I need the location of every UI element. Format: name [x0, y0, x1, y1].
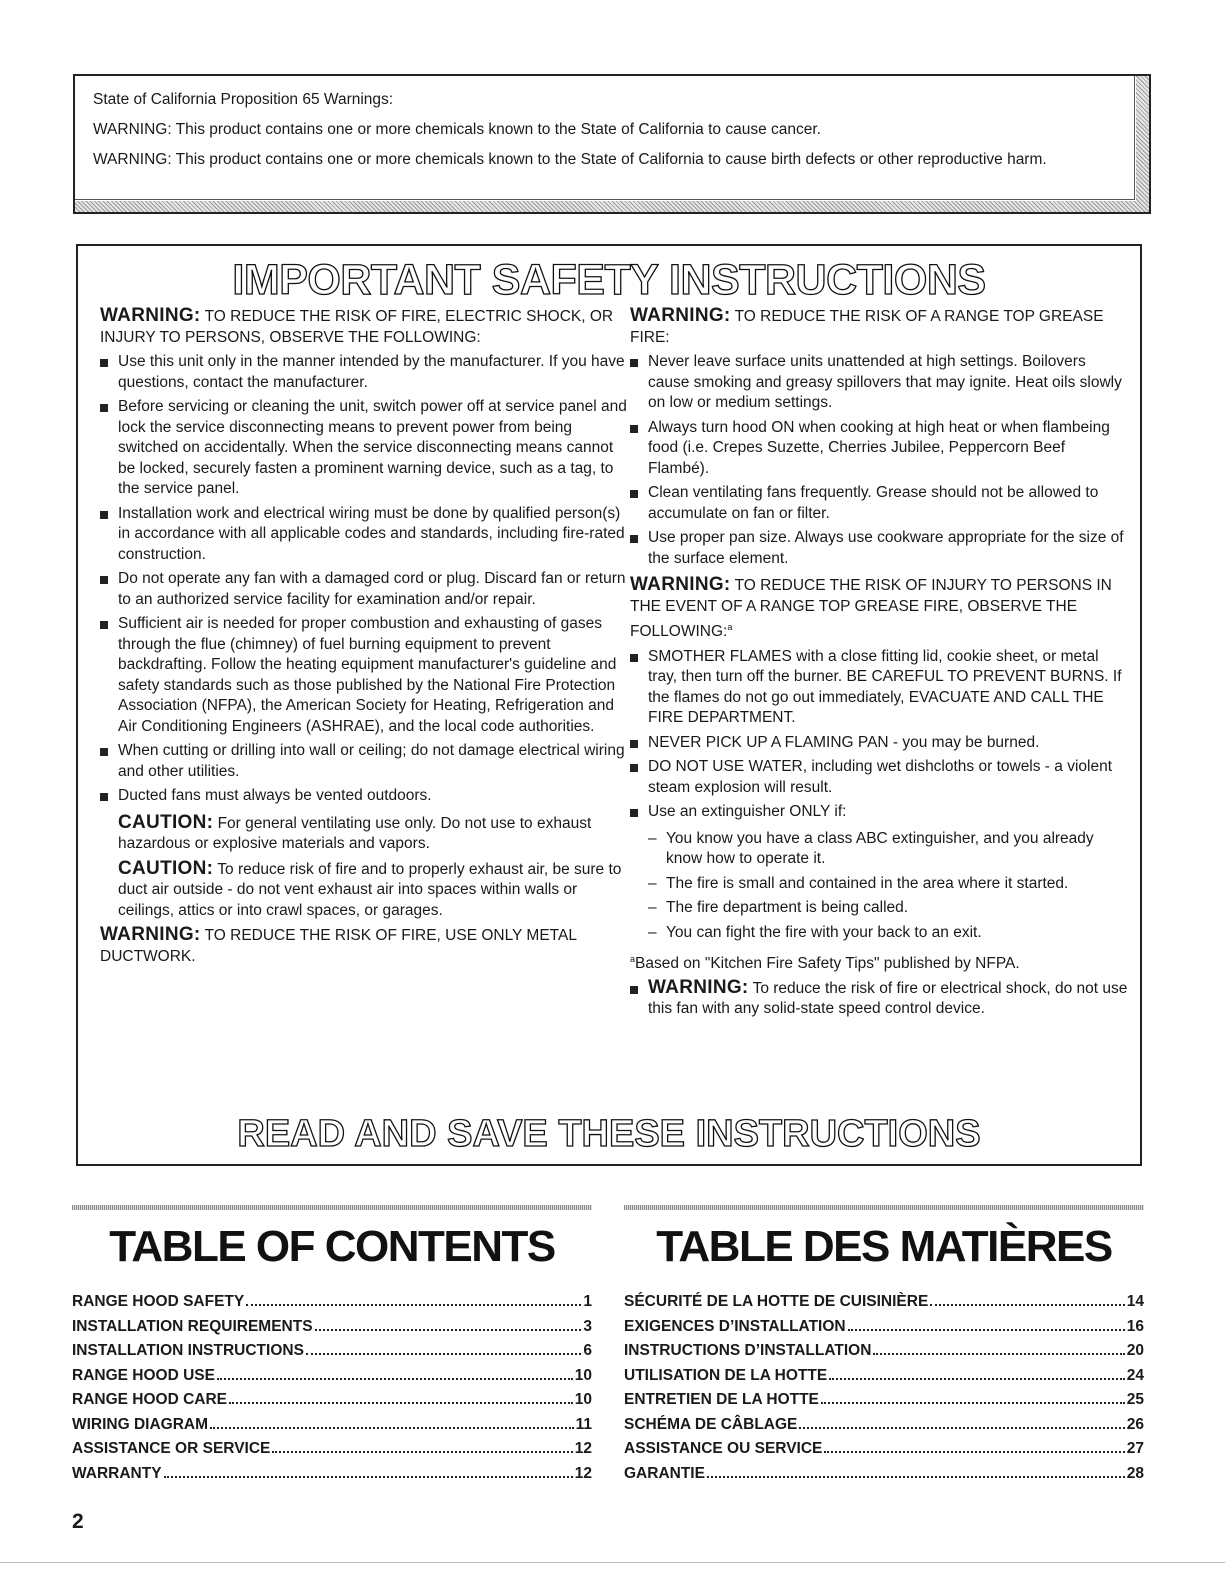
fire-response-bullet-list	[630, 647, 1130, 823]
list-item: DO NOT USE WATER, including wet dishcloths or towels - a violent steam explosion will result.	[630, 757, 1130, 798]
toc-entry-label: WIRING DIAGRAM	[72, 1415, 209, 1433]
list-item: Ducted fans must always be vented outdoors.	[100, 786, 630, 807]
toc-entry[interactable]	[72, 1364, 592, 1389]
prop65-heading: State of California Proposition 65 Warnings:	[93, 91, 394, 108]
toc-entry-label: EXIGENCES D’INSTALLATION	[624, 1317, 846, 1335]
toc-entry-page: 3	[583, 1317, 592, 1335]
footnote-marker: a	[727, 622, 733, 632]
toc-entry-label: ASSISTANCE OR SERVICE	[72, 1440, 271, 1457]
dot-leader	[848, 1316, 1125, 1331]
toc-entry-label: RANGE HOOD SAFETY	[72, 1293, 245, 1310]
divider	[624, 1205, 1144, 1210]
toc-entry[interactable]	[624, 1462, 1144, 1487]
toc-entry-page: 10	[574, 1366, 592, 1384]
toc-entry-page: 20	[1126, 1342, 1144, 1359]
dot-leader	[930, 1291, 1124, 1306]
toc-title: TABLE OF CONTENTS	[109, 1222, 555, 1271]
dot-leader	[306, 1340, 581, 1355]
list-item: Clean ventilating fans frequently. Grease should not be allowed to accumulate on fan or filter.	[630, 483, 1130, 524]
toc-french	[624, 1205, 1144, 1486]
footnote-marker: a	[630, 954, 636, 965]
warning-text: TO REDUCE THE RISK OF INJURY TO PERSONS IN THE EVENT OF A RANGE TOP GREASE FIRE, OBSERVE THE FOLLOWING:	[630, 577, 1112, 641]
dot-leader	[315, 1316, 582, 1331]
toc-entry-page: 6	[583, 1342, 592, 1359]
page-number: 2	[72, 1510, 84, 1533]
toc-entry-label: RANGE HOOD USE	[72, 1366, 215, 1384]
warning-label: WARNING:	[100, 924, 201, 945]
dot-leader	[272, 1438, 572, 1453]
toc-entry-page: 11	[575, 1415, 592, 1433]
safety-instructions-box	[76, 244, 1142, 1166]
toc-entry[interactable]	[72, 1437, 592, 1462]
list-item: Sufficient air is needed for proper combustion and exhausting of gases through the flue (chimney) of fuel burning equipment to prevent backdrafting. Follow the heating equipment manufacturer's guideline and safety standards such as those published by the National Fire Protection Association (NFPA), the American Society for Heating, Refrigeration and Air Conditioning Engineers (ASHRAE), and the local code authorities.	[100, 614, 630, 737]
dot-leader	[824, 1438, 1124, 1453]
prop65-warning-cancer: WARNING: This product contains one or more chemicals known to the State of California to cause cancer.	[93, 121, 821, 138]
dot-leader	[164, 1463, 573, 1478]
toc-entry-page: 26	[1126, 1415, 1144, 1433]
list-item: Installation work and electrical wiring must be done by qualified person(s) in accordance with all applicable codes and standards, including fire-rated construction.	[100, 504, 630, 566]
toc-entry-page: 16	[1126, 1317, 1144, 1335]
toc-entry-label: INSTALLATION INSTRUCTIONS	[72, 1342, 304, 1359]
toc-entry-page: 12	[574, 1464, 592, 1482]
warning-speed-control	[630, 978, 1130, 1020]
toc-title: TABLE DES MATIÈRES	[656, 1222, 1112, 1271]
dot-leader	[829, 1365, 1125, 1380]
toc-entry[interactable]	[624, 1413, 1144, 1438]
toc-entry-page: 14	[1126, 1293, 1144, 1310]
toc-entry-page: 1	[583, 1293, 592, 1310]
toc-entry[interactable]	[72, 1388, 592, 1413]
caution-label: CAUTION:	[118, 857, 214, 879]
list-item: Use this unit only in the manner intended by the manufacturer. If you have questions, contact the manufacturer.	[100, 352, 630, 393]
toc-entry[interactable]	[72, 1290, 592, 1315]
dot-leader	[229, 1389, 573, 1404]
toc-entry-label: ENTRETIEN DE LA HOTTE	[624, 1391, 819, 1408]
caution-text: To reduce risk of fire and to properly exhaust air, be sure to duct air outside - do not vent exhaust air into spaces within walls or ceilings, attics or into crawl spaces, or garages.	[118, 860, 622, 919]
toc-entry[interactable]	[624, 1364, 1144, 1389]
toc-entry-label: RANGE HOOD CARE	[72, 1391, 228, 1408]
shadow-bottom	[75, 201, 1149, 212]
list-item: – You know you have a class ABC extinguisher, and you already know how to operate it.	[648, 829, 1130, 870]
footnote	[630, 949, 1130, 975]
warning-text: To reduce the risk of fire or electrical shock, do not use this fan with any solid-state speed control device.	[648, 979, 1128, 1018]
dot-leader	[217, 1365, 573, 1380]
list-item: Do not operate any fan with a damaged cord or plug. Discard fan or return to an authorized service facility for examination and/or repair.	[100, 569, 630, 610]
list-item: When cutting or drilling into wall or ceiling; do not damage electrical wiring and other utilities.	[100, 741, 630, 782]
toc-entry[interactable]	[72, 1462, 592, 1487]
toc-entry-page: 12	[574, 1440, 592, 1457]
list-item: NEVER PICK UP A FLAMING PAN - you may be burned.	[630, 733, 1130, 754]
list-item: – The fire is small and contained in the area where it started.	[648, 874, 1130, 895]
warning-text: TO REDUCE THE RISK OF A RANGE TOP GREASE FIRE:	[630, 308, 1104, 346]
dot-leader	[246, 1291, 581, 1306]
prop65-content	[75, 76, 1135, 200]
toc-entry-page: 10	[574, 1391, 592, 1408]
caution-general-use	[100, 813, 630, 855]
safety-bullet-list	[100, 352, 630, 807]
list-item: Use proper pan size. Always use cookware appropriate for the size of the surface element.	[630, 528, 1130, 569]
toc-entry[interactable]	[72, 1413, 592, 1438]
caution-label: CAUTION:	[118, 811, 214, 833]
warning-injury-grease-fire	[630, 575, 1130, 643]
toc-entry-label: GARANTIE	[624, 1464, 705, 1482]
toc-entry-label: ASSISTANCE OU SERVICE	[624, 1440, 823, 1457]
list-item: Never leave surface units unattended at high settings. Boilovers cause smoking and greasy spillovers that may ignite. Heat oils slowly on low or medium settings.	[630, 352, 1130, 414]
toc-entry-label: INSTRUCTIONS D’INSTALLATION	[624, 1342, 872, 1359]
caution-exhaust	[100, 859, 630, 922]
toc-entry-page: 28	[1126, 1464, 1144, 1482]
read-save-instructions: READ AND SAVE THESE INSTRUCTIONS	[237, 1113, 981, 1155]
warning-text: TO REDUCE THE RISK OF FIRE, ELECTRIC SHOCK, OR INJURY TO PERSONS, OBSERVE THE FOLLOWING:	[100, 308, 614, 346]
warning-text: TO REDUCE THE RISK OF FIRE, USE ONLY METAL DUCTWORK.	[100, 927, 577, 965]
toc-entry[interactable]	[624, 1290, 1144, 1315]
list-item: Always turn hood ON when cooking at high heat or when flambeing food (i.e. Crepes Suzette, Cherries Jubilee, Peppercorn Beef Flambé).	[630, 418, 1130, 480]
toc-entry-label: INSTALLATION REQUIREMENTS	[72, 1317, 313, 1335]
toc-entry-label: UTILISATION DE LA HOTTE	[624, 1366, 828, 1384]
warning-label: WARNING:	[648, 976, 749, 998]
grease-fire-bullet-list	[630, 352, 1130, 569]
dot-leader	[707, 1463, 1125, 1478]
list-item: – You can fight the fire with your back to an exit.	[648, 923, 1130, 944]
toc-list	[72, 1290, 592, 1486]
warning-grease-fire	[630, 306, 1130, 348]
list-item: Before servicing or cleaning the unit, switch power off at service panel and lock the service disconnecting means to prevent power from being switched on accidentally. When the service disconnecting means cannot be locked, securely fasten a prominent warning device, such as a tag, to the service panel.	[100, 397, 630, 500]
shadow-right	[1136, 76, 1149, 212]
dot-leader	[799, 1414, 1124, 1429]
safety-right-column	[630, 306, 1130, 1020]
toc-entry[interactable]	[624, 1437, 1144, 1462]
warning-electric-shock	[100, 306, 630, 348]
warning-label: WARNING:	[100, 305, 201, 326]
prop65-warning-birth-defects: WARNING: This product contains one or more chemicals known to the State of California to cause birth defects or other reproductive harm.	[93, 151, 1047, 168]
toc-entry[interactable]	[72, 1315, 592, 1340]
extinguisher-conditions-list	[648, 829, 1130, 944]
toc-entry[interactable]	[624, 1388, 1144, 1413]
caution-text: For general ventilating use only. Do not use to exhaust hazardous or explosive materials and vapors.	[118, 814, 592, 852]
safety-title: IMPORTANT SAFETY INSTRUCTIONS	[232, 256, 986, 304]
toc-entry[interactable]	[72, 1339, 592, 1364]
toc-entry-label: SÉCURITÉ DE LA HOTTE DE CUISINIÈRE	[624, 1293, 929, 1310]
toc-entry[interactable]	[624, 1315, 1144, 1340]
prop65-warning-box	[73, 74, 1151, 214]
divider	[72, 1205, 592, 1210]
list-item: SMOTHER FLAMES with a close fitting lid, cookie sheet, or metal tray, then turn off the burner. BE CAREFUL TO PREVENT BURNS. If the flames do not go out immediately, EVACUATE AND CALL THE FIRE DEPARTMENT.	[630, 647, 1130, 729]
toc-list	[624, 1290, 1144, 1486]
list-item: Use an extinguisher ONLY if:	[630, 802, 1130, 823]
bottom-divider	[0, 1562, 1225, 1563]
warning-label: WARNING:	[630, 305, 731, 326]
footnote-text: Based on "Kitchen Fire Safety Tips" published by NFPA.	[635, 955, 1020, 973]
dot-leader	[873, 1340, 1124, 1355]
toc-entry-page: 27	[1126, 1440, 1144, 1457]
toc-entry-page: 24	[1126, 1366, 1144, 1384]
toc-entry-page: 25	[1126, 1391, 1144, 1408]
warning-metal-ductwork	[100, 925, 630, 967]
toc-entry-label: SCHÉMA DE CÂBLAGE	[624, 1415, 798, 1433]
list-item: – The fire department is being called.	[648, 898, 1130, 919]
toc-english	[72, 1205, 592, 1486]
dot-leader	[210, 1414, 574, 1429]
toc-entry[interactable]	[624, 1339, 1144, 1364]
toc-entry-label: WARRANTY	[72, 1464, 162, 1482]
warning-label: WARNING:	[630, 574, 731, 595]
dot-leader	[821, 1389, 1125, 1404]
safety-left-column	[100, 306, 630, 970]
